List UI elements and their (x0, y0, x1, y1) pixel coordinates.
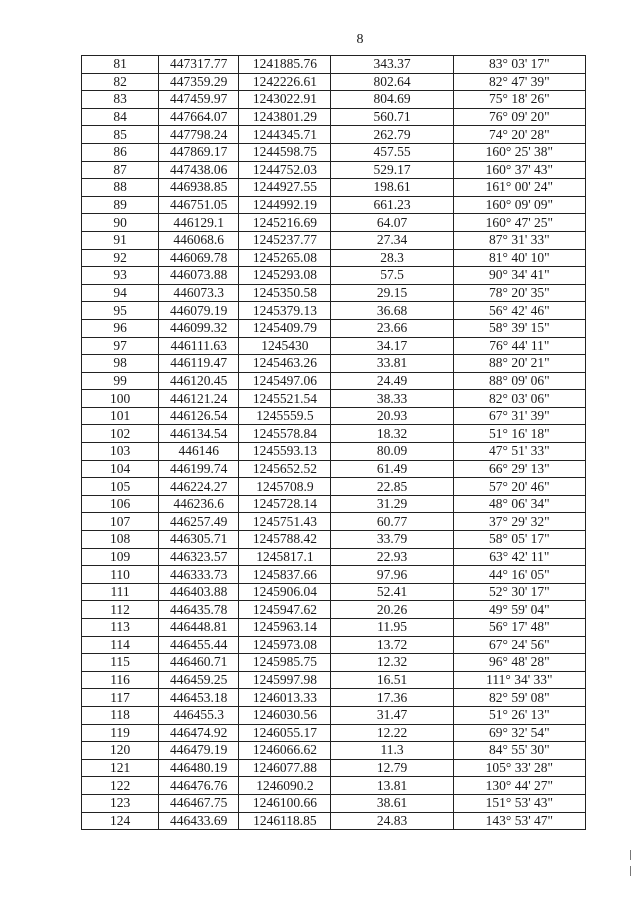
x-coordinate-cell: 446403.88 (159, 583, 239, 601)
point-number-cell: 116 (82, 671, 159, 689)
x-coordinate-cell: 446073.3 (159, 284, 239, 302)
y-coordinate-cell: 1244927.55 (239, 179, 331, 197)
x-coordinate-cell: 447664.07 (159, 108, 239, 126)
bearing-cell: 67° 31' 39" (453, 407, 585, 425)
table-row (82, 601, 586, 619)
x-coordinate-cell: 446134.54 (159, 425, 239, 443)
distance-cell: 11.95 (331, 619, 453, 637)
bearing-cell: 88° 20' 21" (453, 355, 585, 373)
x-coordinate-cell: 446460.71 (159, 654, 239, 672)
y-coordinate-cell: 1245817.1 (239, 548, 331, 566)
y-coordinate-cell: 1246077.88 (239, 759, 331, 777)
table-row (82, 126, 586, 144)
y-coordinate-cell: 1246066.62 (239, 742, 331, 760)
table-row (82, 706, 586, 724)
table-row (82, 531, 586, 549)
distance-cell: 11.3 (331, 742, 453, 760)
x-coordinate-cell: 446305.71 (159, 531, 239, 549)
x-coordinate-cell: 446333.73 (159, 566, 239, 584)
x-coordinate-cell: 446474.92 (159, 724, 239, 742)
point-number-cell: 89 (82, 196, 159, 214)
y-coordinate-cell: 1245947.62 (239, 601, 331, 619)
point-number-cell: 103 (82, 443, 159, 461)
table-row (82, 636, 586, 654)
distance-cell: 13.72 (331, 636, 453, 654)
bearing-cell: 82° 03' 06" (453, 390, 585, 408)
y-coordinate-cell: 1245430 (239, 337, 331, 355)
x-coordinate-cell: 446079.19 (159, 302, 239, 320)
x-coordinate-cell: 446121.24 (159, 390, 239, 408)
table-row (82, 179, 586, 197)
y-coordinate-cell: 1241885.76 (239, 56, 331, 74)
point-number-cell: 111 (82, 583, 159, 601)
point-number-cell: 121 (82, 759, 159, 777)
point-number-cell: 98 (82, 355, 159, 373)
point-number-cell: 114 (82, 636, 159, 654)
distance-cell: 343.37 (331, 56, 453, 74)
point-number-cell: 102 (82, 425, 159, 443)
table-row (82, 267, 586, 285)
y-coordinate-cell: 1245559.5 (239, 407, 331, 425)
bearing-cell: 69° 32' 54" (453, 724, 585, 742)
distance-cell: 18.32 (331, 425, 453, 443)
bearing-cell: 37° 29' 32" (453, 513, 585, 531)
bearing-cell: 57° 20' 46" (453, 478, 585, 496)
point-number-cell: 97 (82, 337, 159, 355)
table-row (82, 161, 586, 179)
x-coordinate-cell: 446224.27 (159, 478, 239, 496)
table-row (82, 742, 586, 760)
table-row (82, 319, 586, 337)
table-row (82, 108, 586, 126)
point-number-cell: 106 (82, 495, 159, 513)
x-coordinate-cell: 446120.45 (159, 372, 239, 390)
y-coordinate-cell: 1244345.71 (239, 126, 331, 144)
table-row (82, 143, 586, 161)
bearing-cell: 143° 53' 47" (453, 812, 585, 830)
x-coordinate-cell: 446433.69 (159, 812, 239, 830)
bearing-cell: 44° 16' 05" (453, 566, 585, 584)
point-number-cell: 88 (82, 179, 159, 197)
distance-cell: 28.3 (331, 249, 453, 267)
x-coordinate-cell: 447869.17 (159, 143, 239, 161)
point-number-cell: 101 (82, 407, 159, 425)
table-row (82, 478, 586, 496)
x-coordinate-cell: 446069.78 (159, 249, 239, 267)
bearing-cell: 51° 16' 18" (453, 425, 585, 443)
distance-cell: 31.47 (331, 706, 453, 724)
distance-cell: 31.29 (331, 495, 453, 513)
y-coordinate-cell: 1245463.26 (239, 355, 331, 373)
bearing-cell: 90° 34' 41" (453, 267, 585, 285)
bearing-cell: 160° 09' 09" (453, 196, 585, 214)
distance-cell: 17.36 (331, 689, 453, 707)
distance-cell: 12.79 (331, 759, 453, 777)
distance-cell: 457.55 (331, 143, 453, 161)
distance-cell: 34.17 (331, 337, 453, 355)
x-coordinate-cell: 446467.75 (159, 794, 239, 812)
bearing-cell: 76° 44' 11" (453, 337, 585, 355)
distance-cell: 12.32 (331, 654, 453, 672)
bearing-cell: 75° 18' 26" (453, 91, 585, 109)
distance-cell: 64.07 (331, 214, 453, 232)
point-number-cell: 92 (82, 249, 159, 267)
x-coordinate-cell: 446146 (159, 443, 239, 461)
x-coordinate-cell: 446480.19 (159, 759, 239, 777)
y-coordinate-cell: 1245578.84 (239, 425, 331, 443)
x-coordinate-cell: 447798.24 (159, 126, 239, 144)
distance-cell: 22.93 (331, 548, 453, 566)
distance-cell: 57.5 (331, 267, 453, 285)
point-number-cell: 85 (82, 126, 159, 144)
bearing-cell: 161° 00' 24" (453, 179, 585, 197)
y-coordinate-cell: 1245837.66 (239, 566, 331, 584)
point-number-cell: 119 (82, 724, 159, 742)
x-coordinate-cell: 446455.44 (159, 636, 239, 654)
x-coordinate-cell: 446938.85 (159, 179, 239, 197)
x-coordinate-cell: 447459.97 (159, 91, 239, 109)
bearing-cell: 58° 39' 15" (453, 319, 585, 337)
distance-cell: 804.69 (331, 91, 453, 109)
y-coordinate-cell: 1245963.14 (239, 619, 331, 637)
y-coordinate-cell: 1245521.54 (239, 390, 331, 408)
y-coordinate-cell: 1245973.08 (239, 636, 331, 654)
table-row (82, 777, 586, 795)
point-number-cell: 82 (82, 73, 159, 91)
coordinates-table (81, 55, 586, 830)
y-coordinate-cell: 1243022.91 (239, 91, 331, 109)
distance-cell: 13.81 (331, 777, 453, 795)
y-coordinate-cell: 1245751.43 (239, 513, 331, 531)
bearing-cell: 130° 44' 27" (453, 777, 585, 795)
distance-cell: 661.23 (331, 196, 453, 214)
point-number-cell: 104 (82, 460, 159, 478)
point-number-cell: 122 (82, 777, 159, 795)
y-coordinate-cell: 1246090.2 (239, 777, 331, 795)
y-coordinate-cell: 1245708.9 (239, 478, 331, 496)
distance-cell: 16.51 (331, 671, 453, 689)
table-row (82, 407, 586, 425)
point-number-cell: 100 (82, 390, 159, 408)
distance-cell: 36.68 (331, 302, 453, 320)
bearing-cell: 111° 34' 33" (453, 671, 585, 689)
point-number-cell: 86 (82, 143, 159, 161)
x-coordinate-cell: 446119.47 (159, 355, 239, 373)
point-number-cell: 123 (82, 794, 159, 812)
table-row (82, 372, 586, 390)
point-number-cell: 108 (82, 531, 159, 549)
y-coordinate-cell: 1245350.58 (239, 284, 331, 302)
distance-cell: 20.93 (331, 407, 453, 425)
x-coordinate-cell: 446199.74 (159, 460, 239, 478)
table-body (82, 56, 586, 830)
x-coordinate-cell: 446111.63 (159, 337, 239, 355)
distance-cell: 33.81 (331, 355, 453, 373)
point-number-cell: 91 (82, 231, 159, 249)
point-number-cell: 94 (82, 284, 159, 302)
bearing-cell: 67° 24' 56" (453, 636, 585, 654)
y-coordinate-cell: 1245728.14 (239, 495, 331, 513)
bearing-cell: 83° 03' 17" (453, 56, 585, 74)
distance-cell: 802.64 (331, 73, 453, 91)
bearing-cell: 56° 17' 48" (453, 619, 585, 637)
bearing-cell: 76° 09' 20" (453, 108, 585, 126)
distance-cell: 198.61 (331, 179, 453, 197)
y-coordinate-cell: 1246055.17 (239, 724, 331, 742)
point-number-cell: 81 (82, 56, 159, 74)
y-coordinate-cell: 1245593.13 (239, 443, 331, 461)
point-number-cell: 93 (82, 267, 159, 285)
y-coordinate-cell: 1245293.08 (239, 267, 331, 285)
table-row (82, 73, 586, 91)
bearing-cell: 96° 48' 28" (453, 654, 585, 672)
distance-cell: 97.96 (331, 566, 453, 584)
distance-cell: 12.22 (331, 724, 453, 742)
table-row (82, 196, 586, 214)
x-coordinate-cell: 447359.29 (159, 73, 239, 91)
distance-cell: 38.61 (331, 794, 453, 812)
table-row (82, 724, 586, 742)
distance-cell: 27.34 (331, 231, 453, 249)
table-row (82, 513, 586, 531)
bearing-cell: 47° 51' 33" (453, 443, 585, 461)
bearing-cell: 160° 25' 38" (453, 143, 585, 161)
distance-cell: 529.17 (331, 161, 453, 179)
bearing-cell: 105° 33' 28" (453, 759, 585, 777)
x-coordinate-cell: 446126.54 (159, 407, 239, 425)
x-coordinate-cell: 446476.76 (159, 777, 239, 795)
distance-cell: 24.49 (331, 372, 453, 390)
y-coordinate-cell: 1245237.77 (239, 231, 331, 249)
y-coordinate-cell: 1245788.42 (239, 531, 331, 549)
table-row (82, 231, 586, 249)
y-coordinate-cell: 1245497.06 (239, 372, 331, 390)
y-coordinate-cell: 1246100.66 (239, 794, 331, 812)
bearing-cell: 48° 06' 34" (453, 495, 585, 513)
point-number-cell: 95 (82, 302, 159, 320)
table-row (82, 214, 586, 232)
distance-cell: 38.33 (331, 390, 453, 408)
distance-cell: 33.79 (331, 531, 453, 549)
point-number-cell: 99 (82, 372, 159, 390)
point-number-cell: 115 (82, 654, 159, 672)
distance-cell: 262.79 (331, 126, 453, 144)
point-number-cell: 117 (82, 689, 159, 707)
bearing-cell: 82° 59' 08" (453, 689, 585, 707)
table-row (82, 495, 586, 513)
table-row (82, 56, 586, 74)
bearing-cell: 87° 31' 33" (453, 231, 585, 249)
bearing-cell: 58° 05' 17" (453, 531, 585, 549)
bearing-cell: 81° 40' 10" (453, 249, 585, 267)
bearing-cell: 51° 26' 13" (453, 706, 585, 724)
point-number-cell: 112 (82, 601, 159, 619)
x-coordinate-cell: 446435.78 (159, 601, 239, 619)
x-coordinate-cell: 446073.88 (159, 267, 239, 285)
distance-cell: 22.85 (331, 478, 453, 496)
y-coordinate-cell: 1245906.04 (239, 583, 331, 601)
x-coordinate-cell: 446453.18 (159, 689, 239, 707)
table-row (82, 671, 586, 689)
point-number-cell: 90 (82, 214, 159, 232)
y-coordinate-cell: 1243801.29 (239, 108, 331, 126)
table-row (82, 355, 586, 373)
distance-cell: 23.66 (331, 319, 453, 337)
table-row (82, 619, 586, 637)
x-coordinate-cell: 446459.25 (159, 671, 239, 689)
y-coordinate-cell: 1246118.85 (239, 812, 331, 830)
table-row (82, 759, 586, 777)
page-number: 8 (356, 32, 364, 47)
y-coordinate-cell: 1244598.75 (239, 143, 331, 161)
bearing-cell: 52° 30' 17" (453, 583, 585, 601)
table-row (82, 302, 586, 320)
y-coordinate-cell: 1244992.19 (239, 196, 331, 214)
bearing-cell: 88° 09' 06" (453, 372, 585, 390)
x-coordinate-cell: 446479.19 (159, 742, 239, 760)
point-number-cell: 107 (82, 513, 159, 531)
table-row (82, 812, 586, 830)
bearing-cell: 74° 20' 28" (453, 126, 585, 144)
table-row (82, 583, 586, 601)
point-number-cell: 110 (82, 566, 159, 584)
bearing-cell: 160° 37' 43" (453, 161, 585, 179)
point-number-cell: 124 (82, 812, 159, 830)
table-row (82, 654, 586, 672)
bearing-cell: 49° 59' 04" (453, 601, 585, 619)
table-row (82, 460, 586, 478)
scan-edge-marks (630, 850, 632, 890)
distance-cell: 24.83 (331, 812, 453, 830)
x-coordinate-cell: 446236.6 (159, 495, 239, 513)
x-coordinate-cell: 446455.3 (159, 706, 239, 724)
distance-cell: 80.09 (331, 443, 453, 461)
x-coordinate-cell: 446751.05 (159, 196, 239, 214)
x-coordinate-cell: 446068.6 (159, 231, 239, 249)
x-coordinate-cell: 446448.81 (159, 619, 239, 637)
table-row (82, 443, 586, 461)
y-coordinate-cell: 1246013.33 (239, 689, 331, 707)
point-number-cell: 105 (82, 478, 159, 496)
distance-cell: 20.26 (331, 601, 453, 619)
bearing-cell: 151° 53' 43" (453, 794, 585, 812)
point-number-cell: 120 (82, 742, 159, 760)
bearing-cell: 82° 47' 39" (453, 73, 585, 91)
distance-cell: 60.77 (331, 513, 453, 531)
point-number-cell: 113 (82, 619, 159, 637)
bearing-cell: 63° 42' 11" (453, 548, 585, 566)
y-coordinate-cell: 1245997.98 (239, 671, 331, 689)
distance-cell: 560.71 (331, 108, 453, 126)
bearing-cell: 56° 42' 46" (453, 302, 585, 320)
x-coordinate-cell: 446129.1 (159, 214, 239, 232)
y-coordinate-cell: 1245985.75 (239, 654, 331, 672)
point-number-cell: 83 (82, 91, 159, 109)
y-coordinate-cell: 1242226.61 (239, 73, 331, 91)
x-coordinate-cell: 446257.49 (159, 513, 239, 531)
table-row (82, 794, 586, 812)
point-number-cell: 96 (82, 319, 159, 337)
distance-cell: 29.15 (331, 284, 453, 302)
bearing-cell: 160° 47' 25" (453, 214, 585, 232)
bearing-cell: 66° 29' 13" (453, 460, 585, 478)
y-coordinate-cell: 1246030.56 (239, 706, 331, 724)
point-number-cell: 118 (82, 706, 159, 724)
x-coordinate-cell: 447317.77 (159, 56, 239, 74)
table-row (82, 548, 586, 566)
table-row (82, 390, 586, 408)
distance-cell: 61.49 (331, 460, 453, 478)
table-row (82, 425, 586, 443)
y-coordinate-cell: 1245216.69 (239, 214, 331, 232)
table-row (82, 689, 586, 707)
x-coordinate-cell: 447438.06 (159, 161, 239, 179)
x-coordinate-cell: 446099.32 (159, 319, 239, 337)
bearing-cell: 78° 20' 35" (453, 284, 585, 302)
table-row (82, 284, 586, 302)
point-number-cell: 109 (82, 548, 159, 566)
y-coordinate-cell: 1245409.79 (239, 319, 331, 337)
table-row (82, 91, 586, 109)
table-row (82, 249, 586, 267)
table-row (82, 566, 586, 584)
point-number-cell: 84 (82, 108, 159, 126)
y-coordinate-cell: 1244752.03 (239, 161, 331, 179)
y-coordinate-cell: 1245379.13 (239, 302, 331, 320)
x-coordinate-cell: 446323.57 (159, 548, 239, 566)
y-coordinate-cell: 1245265.08 (239, 249, 331, 267)
table-row (82, 337, 586, 355)
bearing-cell: 84° 55' 30" (453, 742, 585, 760)
point-number-cell: 87 (82, 161, 159, 179)
y-coordinate-cell: 1245652.52 (239, 460, 331, 478)
distance-cell: 52.41 (331, 583, 453, 601)
